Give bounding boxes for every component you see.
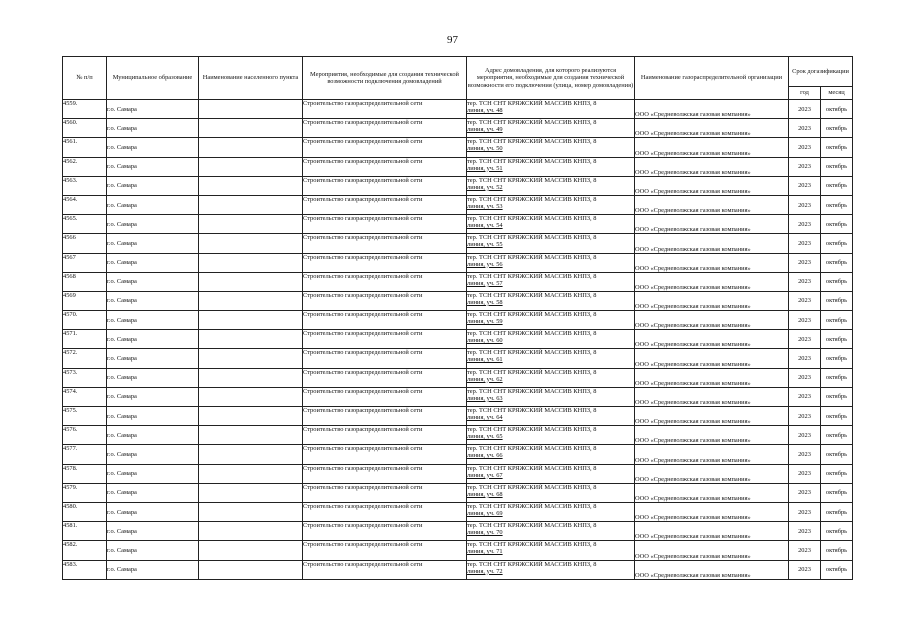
cell-organization: ООО «Средневолжская газовая компания» [635,560,789,579]
address-line-2: линия, уч. 63 [467,394,503,402]
cell-settlement [199,522,303,541]
cell-municipality: г.о. Самара [107,253,199,272]
cell-municipality: г.о. Самара [107,215,199,234]
cell-municipality: г.о. Самара [107,502,199,521]
cell-measures: Строительство газораспределительной сети [303,445,467,464]
cell-measures: Строительство газораспределительной сети [303,311,467,330]
cell-settlement [199,176,303,195]
gasification-table [62,56,853,580]
cell-year: 2023 [789,502,821,521]
cell-municipality: г.о. Самара [107,100,199,119]
cell-settlement [199,234,303,253]
cell-municipality: г.о. Самара [107,195,199,214]
address-line-1: тер. ТСН СНТ КРЯЖСКИЙ МАССИВ КНПЗ, 8 [467,502,597,510]
cell-settlement [199,330,303,349]
table-row [63,100,853,119]
cell-measures: Строительство газораспределительной сети [303,426,467,445]
address-line-2: линия, уч. 48 [467,107,503,114]
cell-organization: ООО «Средневолжская газовая компания» [635,100,789,119]
address-line-1: тер. ТСН СНТ КРЯЖСКИЙ МАССИВ КНПЗ, 8 [467,119,597,127]
cell-month: октябрь [821,464,853,483]
address-line-1: тер. ТСН СНТ КРЯЖСКИЙ МАССИВ КНПЗ, 8 [467,157,597,165]
cell-organization: ООО «Средневолжская газовая компания» [635,387,789,406]
header-address: Адрес домовладения, для которого реализуются мероприятия, необходимые для создания технической возможности его подключения (улица, номер домовладения) [467,57,635,100]
cell-address [467,100,635,119]
cell-year: 2023 [789,522,821,541]
cell-settlement [199,483,303,502]
cell-address [467,119,635,138]
cell-measures: Строительство газораспределительной сети [303,100,467,119]
address-line-1: тер. ТСН СНТ КРЯЖСКИЙ МАССИВ КНПЗ, 8 [467,100,597,107]
cell-municipality: г.о. Самара [107,426,199,445]
table-row [63,483,853,502]
cell-municipality: г.о. Самара [107,176,199,195]
cell-month: октябрь [821,330,853,349]
address-line-2: линия, уч. 65 [467,433,503,441]
address-line-1: тер. ТСН СНТ КРЯЖСКИЙ МАССИВ КНПЗ, 8 [467,560,597,568]
cell-year: 2023 [789,445,821,464]
cell-year: 2023 [789,387,821,406]
cell-month: октябрь [821,483,853,502]
cell-month: октябрь [821,387,853,406]
table-row [63,291,853,310]
cell-month: октябрь [821,291,853,310]
cell-municipality: г.о. Самара [107,464,199,483]
cell-num: 4582. [63,541,107,560]
cell-address [467,176,635,195]
header-municipality: Муниципальное образование [107,57,199,100]
cell-month: октябрь [821,502,853,521]
cell-measures: Строительство газораспределительной сети [303,330,467,349]
address-line-2: линия, уч. 69 [467,509,503,517]
cell-address [467,195,635,214]
table-header [63,57,853,100]
table-row [63,330,853,349]
cell-address [467,291,635,310]
address-line-1: тер. ТСН СНТ КРЯЖСКИЙ МАССИВ КНПЗ, 8 [467,195,597,203]
cell-municipality: г.о. Самара [107,541,199,560]
cell-settlement [199,195,303,214]
cell-settlement [199,502,303,521]
cell-address [467,368,635,387]
cell-year: 2023 [789,426,821,445]
cell-address [467,407,635,426]
address-line-2: линия, уч. 64 [467,414,503,421]
cell-month: октябрь [821,195,853,214]
cell-year: 2023 [789,560,821,579]
cell-year: 2023 [789,311,821,330]
cell-settlement [199,445,303,464]
address-line-1: тер. ТСН СНТ КРЯЖСКИЙ МАССИВ КНПЗ, 8 [467,522,597,530]
cell-organization: ООО «Средневолжская газовая компания» [635,253,789,272]
cell-num: 4583. [63,560,107,579]
address-line-2: линия, уч. 51 [467,164,503,172]
cell-num: 4561. [63,138,107,157]
address-line-2: линия, уч. 60 [467,337,503,345]
cell-address [467,387,635,406]
cell-organization: ООО «Средневолжская газовая компания» [635,464,789,483]
cell-organization: ООО «Средневолжская газовая компания» [635,426,789,445]
cell-settlement [199,349,303,368]
cell-address [467,330,635,349]
cell-organization: ООО «Средневолжская газовая компания» [635,157,789,176]
cell-year: 2023 [789,119,821,138]
address-line-2: линия, уч. 55 [467,241,503,249]
cell-organization: ООО «Средневолжская газовая компания» [635,368,789,387]
cell-measures: Строительство газораспределительной сети [303,272,467,291]
cell-num: 4570. [63,311,107,330]
cell-month: октябрь [821,119,853,138]
cell-month: октябрь [821,215,853,234]
table-row [63,387,853,406]
cell-measures: Строительство газораспределительной сети [303,387,467,406]
table-row [63,426,853,445]
cell-organization: ООО «Средневолжская газовая компания» [635,522,789,541]
cell-organization: ООО «Средневолжская газовая компания» [635,483,789,502]
cell-address [467,234,635,253]
cell-address [467,311,635,330]
cell-organization: ООО «Средневолжская газовая компания» [635,215,789,234]
address-line-2: линия, уч. 66 [467,452,503,460]
cell-month: октябрь [821,445,853,464]
cell-municipality: г.о. Самара [107,119,199,138]
cell-year: 2023 [789,253,821,272]
address-line-1: тер. ТСН СНТ КРЯЖСКИЙ МАССИВ КНПЗ, 8 [467,445,597,453]
cell-address [467,560,635,579]
cell-measures: Строительство газораспределительной сети [303,483,467,502]
table-row [63,311,853,330]
cell-organization: ООО «Средневолжская газовая компания» [635,502,789,521]
cell-month: октябрь [821,522,853,541]
cell-num: 4565. [63,215,107,234]
cell-measures: Строительство газораспределительной сети [303,407,467,426]
cell-settlement [199,100,303,119]
cell-municipality: г.о. Самара [107,445,199,464]
address-line-1: тер. ТСН СНТ КРЯЖСКИЙ МАССИВ КНПЗ, 8 [467,253,597,261]
cell-address [467,215,635,234]
cell-settlement [199,426,303,445]
cell-month: октябрь [821,138,853,157]
cell-address [467,483,635,502]
cell-organization: ООО «Средневолжская газовая компания» [635,291,789,310]
cell-month: октябрь [821,157,853,176]
table-row [63,368,853,387]
cell-num: 4575. [63,407,107,426]
cell-year: 2023 [789,330,821,349]
table-row [63,407,853,426]
cell-year: 2023 [789,195,821,214]
header-year: год [789,87,821,100]
cell-measures: Строительство газораспределительной сети [303,119,467,138]
cell-address [467,502,635,521]
address-line-2: линия, уч. 56 [467,260,503,268]
cell-measures: Строительство газораспределительной сети [303,368,467,387]
cell-organization: ООО «Средневолжская газовая компания» [635,330,789,349]
cell-settlement [199,311,303,330]
cell-num: 4566 [63,234,107,253]
header-measures: Мероприятия, необходимые для создания технической возможности подключения домовладений [303,57,467,100]
cell-month: октябрь [821,407,853,426]
cell-num: 4573. [63,368,107,387]
address-line-2: линия, уч. 72 [467,567,503,575]
cell-measures: Строительство газораспределительной сети [303,541,467,560]
address-line-1: тер. ТСН СНТ КРЯЖСКИЙ МАССИВ КНПЗ, 8 [467,387,597,395]
cell-measures: Строительство газораспределительной сети [303,522,467,541]
cell-municipality: г.о. Самара [107,330,199,349]
header-month: месяц [821,87,853,100]
address-line-1: тер. ТСН СНТ КРЯЖСКИЙ МАССИВ КНПЗ, 8 [467,426,597,434]
cell-measures: Строительство газораспределительной сети [303,138,467,157]
page-number: 97 [447,34,458,46]
cell-num: 4563. [63,176,107,195]
cell-organization: ООО «Средневолжская газовая компания» [635,195,789,214]
address-line-1: тер. ТСН СНТ КРЯЖСКИЙ МАССИВ КНПЗ, 8 [467,330,597,338]
address-line-1: тер. ТСН СНТ КРЯЖСКИЙ МАССИВ КНПЗ, 8 [467,407,597,414]
cell-organization: ООО «Средневолжская газовая компания» [635,445,789,464]
cell-num: 4580. [63,502,107,521]
cell-organization: ООО «Средневолжская газовая компания» [635,541,789,560]
table-row [63,176,853,195]
table-row [63,157,853,176]
cell-year: 2023 [789,100,821,119]
cell-year: 2023 [789,483,821,502]
cell-month: октябрь [821,368,853,387]
cell-measures: Строительство газораспределительной сети [303,195,467,214]
address-line-2: линия, уч. 58 [467,298,503,306]
cell-measures: Строительство газораспределительной сети [303,349,467,368]
cell-measures: Строительство газораспределительной сети [303,253,467,272]
cell-organization: ООО «Средневолжская газовая компания» [635,349,789,368]
cell-year: 2023 [789,349,821,368]
cell-address [467,253,635,272]
cell-num: 4577. [63,445,107,464]
cell-settlement [199,541,303,560]
table-row [63,522,853,541]
cell-measures: Строительство газораспределительной сети [303,502,467,521]
cell-measures: Строительство газораспределительной сети [303,560,467,579]
header-organization: Наименование газораспределительной организации [635,57,789,100]
table-row [63,272,853,291]
cell-address [467,426,635,445]
cell-year: 2023 [789,176,821,195]
cell-address [467,272,635,291]
cell-settlement [199,560,303,579]
cell-settlement [199,119,303,138]
cell-municipality: г.о. Самара [107,234,199,253]
cell-municipality: г.о. Самара [107,311,199,330]
address-line-2: линия, уч. 57 [467,279,503,287]
address-line-1: тер. ТСН СНТ КРЯЖСКИЙ МАССИВ КНПЗ, 8 [467,176,597,184]
cell-measures: Строительство газораспределительной сети [303,157,467,176]
address-line-1: тер. ТСН СНТ КРЯЖСКИЙ МАССИВ КНПЗ, 8 [467,138,597,146]
table-row [63,119,853,138]
cell-organization: ООО «Средневолжская газовая компания» [635,176,789,195]
address-line-2: линия, уч. 59 [467,318,503,326]
header-num: № п/п [63,57,107,100]
table-row [63,464,853,483]
cell-address [467,464,635,483]
cell-num: 4571. [63,330,107,349]
address-line-1: тер. ТСН СНТ КРЯЖСКИЙ МАССИВ КНПЗ, 8 [467,541,597,549]
table-row [63,560,853,579]
cell-num: 4574. [63,387,107,406]
cell-settlement [199,272,303,291]
table-row [63,445,853,464]
table-row [63,253,853,272]
address-line-2: линия, уч. 67 [467,471,503,479]
cell-year: 2023 [789,368,821,387]
cell-measures: Строительство газораспределительной сети [303,234,467,253]
address-line-1: тер. ТСН СНТ КРЯЖСКИЙ МАССИВ КНПЗ, 8 [467,272,597,280]
cell-address [467,138,635,157]
cell-address [467,522,635,541]
cell-month: октябрь [821,100,853,119]
cell-year: 2023 [789,157,821,176]
cell-num: 4567 [63,253,107,272]
cell-organization: ООО «Средневолжская газовая компания» [635,407,789,426]
cell-num: 4578. [63,464,107,483]
address-line-1: тер. ТСН СНТ КРЯЖСКИЙ МАССИВ КНПЗ, 8 [467,349,597,357]
cell-year: 2023 [789,541,821,560]
table-row [63,138,853,157]
cell-month: октябрь [821,541,853,560]
cell-year: 2023 [789,138,821,157]
cell-month: октябрь [821,176,853,195]
cell-measures: Строительство газораспределительной сети [303,176,467,195]
cell-settlement [199,291,303,310]
cell-municipality: г.о. Самара [107,291,199,310]
cell-settlement [199,215,303,234]
table-row [63,215,853,234]
header-term: Срок догазификации [789,57,853,87]
cell-year: 2023 [789,464,821,483]
cell-address [467,541,635,560]
address-line-2: линия, уч. 68 [467,490,503,498]
header-settlement: Наименование населенного пункта [199,57,303,100]
cell-year: 2023 [789,291,821,310]
cell-municipality: г.о. Самара [107,483,199,502]
address-line-1: тер. ТСН СНТ КРЯЖСКИЙ МАССИВ КНПЗ, 8 [467,234,597,242]
cell-num: 4560. [63,119,107,138]
table-row [63,541,853,560]
cell-municipality: г.о. Самара [107,138,199,157]
cell-organization: ООО «Средневолжская газовая компания» [635,272,789,291]
address-line-1: тер. ТСН СНТ КРЯЖСКИЙ МАССИВ КНПЗ, 8 [467,483,597,491]
cell-organization: ООО «Средневолжская газовая компания» [635,311,789,330]
address-line-2: линия, уч. 53 [467,202,503,210]
cell-month: октябрь [821,311,853,330]
cell-measures: Строительство газораспределительной сети [303,464,467,483]
address-line-2: линия, уч. 70 [467,529,503,537]
cell-municipality: г.о. Самара [107,522,199,541]
address-line-1: тер. ТСН СНТ КРЯЖСКИЙ МАССИВ КНПЗ, 8 [467,311,597,319]
cell-year: 2023 [789,272,821,291]
cell-settlement [199,464,303,483]
table-row [63,195,853,214]
cell-num: 4562. [63,157,107,176]
cell-num: 4579. [63,483,107,502]
cell-num: 4568 [63,272,107,291]
cell-organization: ООО «Средневолжская газовая компания» [635,119,789,138]
address-line-2: линия, уч. 54 [467,222,503,230]
cell-address [467,349,635,368]
cell-municipality: г.о. Самара [107,157,199,176]
cell-num: 4559. [63,100,107,119]
address-line-2: линия, уч. 49 [467,126,503,134]
cell-month: октябрь [821,349,853,368]
address-line-2: линия, уч. 61 [467,356,503,364]
cell-settlement [199,253,303,272]
cell-measures: Строительство газораспределительной сети [303,291,467,310]
address-line-1: тер. ТСН СНТ КРЯЖСКИЙ МАССИВ КНПЗ, 8 [467,215,597,223]
cell-settlement [199,157,303,176]
cell-settlement [199,138,303,157]
address-line-1: тер. ТСН СНТ КРЯЖСКИЙ МАССИВ КНПЗ, 8 [467,291,597,299]
cell-year: 2023 [789,407,821,426]
cell-num: 4576. [63,426,107,445]
table-row [63,234,853,253]
cell-municipality: г.о. Самара [107,272,199,291]
address-line-1: тер. ТСН СНТ КРЯЖСКИЙ МАССИВ КНПЗ, 8 [467,464,597,472]
address-line-2: линия, уч. 50 [467,145,503,153]
cell-num: 4569 [63,291,107,310]
table-body [63,100,853,580]
address-line-2: линия, уч. 71 [467,548,503,556]
cell-year: 2023 [789,215,821,234]
cell-municipality: г.о. Самара [107,368,199,387]
cell-municipality: г.о. Самара [107,560,199,579]
cell-num: 4564. [63,195,107,214]
cell-organization: ООО «Средневолжская газовая компания» [635,234,789,253]
cell-measures: Строительство газораспределительной сети [303,215,467,234]
address-line-1: тер. ТСН СНТ КРЯЖСКИЙ МАССИВ КНПЗ, 8 [467,368,597,376]
cell-municipality: г.о. Самара [107,349,199,368]
cell-num: 4581. [63,522,107,541]
cell-address [467,157,635,176]
cell-settlement [199,407,303,426]
cell-organization: ООО «Средневолжская газовая компания» [635,138,789,157]
cell-num: 4572. [63,349,107,368]
cell-month: октябрь [821,272,853,291]
cell-month: октябрь [821,426,853,445]
table-row [63,502,853,521]
cell-month: октябрь [821,234,853,253]
cell-municipality: г.о. Самара [107,387,199,406]
address-line-2: линия, уч. 62 [467,375,503,383]
cell-month: октябрь [821,253,853,272]
cell-settlement [199,368,303,387]
cell-year: 2023 [789,234,821,253]
cell-address [467,445,635,464]
cell-municipality: г.о. Самара [107,407,199,426]
cell-settlement [199,387,303,406]
address-line-2: линия, уч. 52 [467,183,503,191]
cell-month: октябрь [821,560,853,579]
table-row [63,349,853,368]
